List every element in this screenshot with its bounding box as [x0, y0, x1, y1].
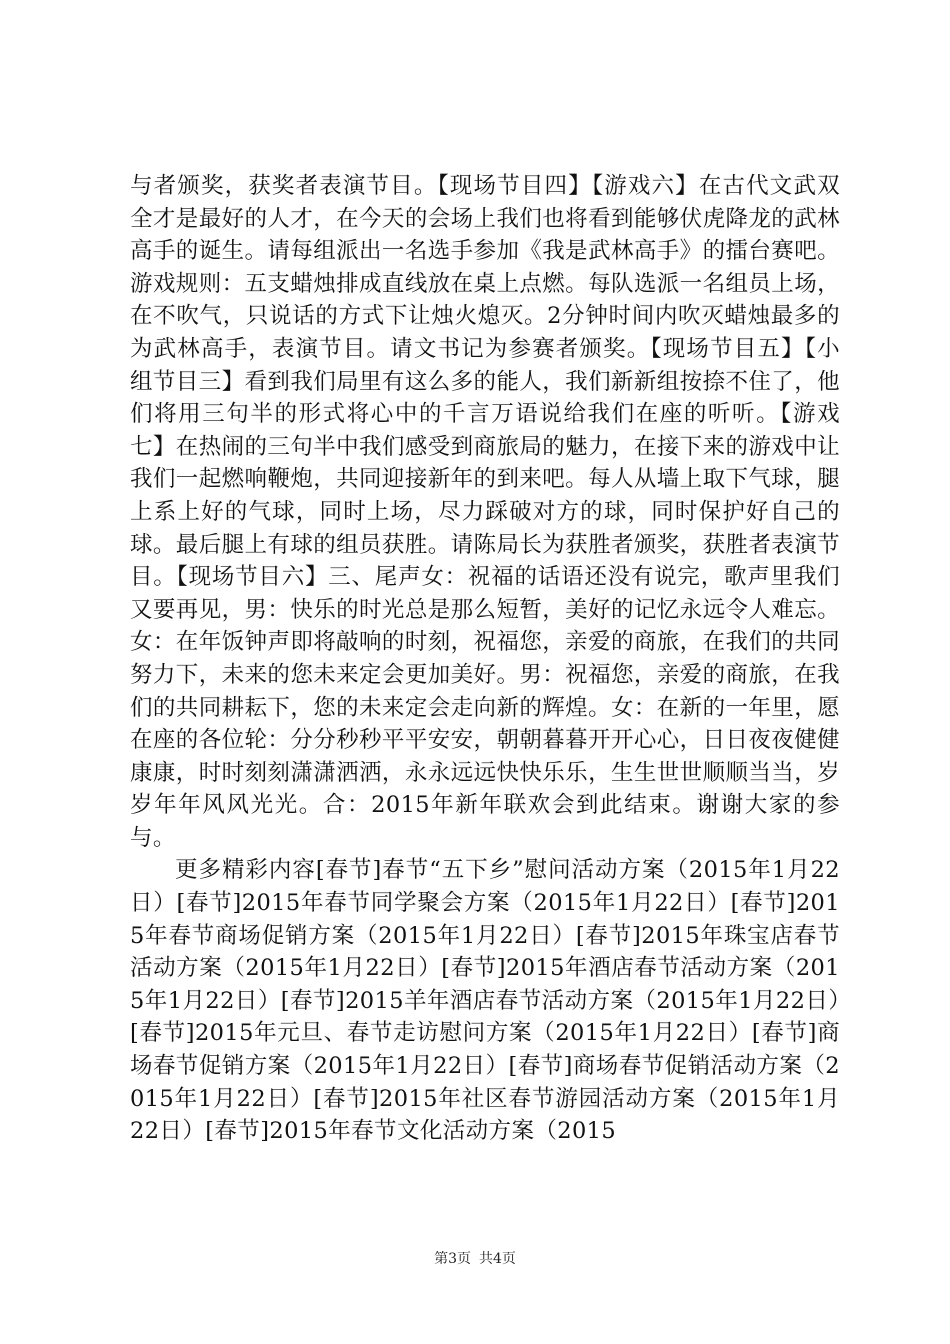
related-content-paragraph: 更多精彩内容[春节]春节“五下乡”慰问活动方案（2015年1月22日）[春节]2015年春节同学聚会方案（2015年1月22日）[春节]2015年春节商场促销方案（2015年1月22日）[春节]2015年珠宝店春节活动方案（2015年1月22日）[春节]2015年酒店春节活动方案（2015年1月22日）[春节]2015羊年酒店春节活动方案（2015年1月22日）[春节]2015年元旦、春节走访慰问方案（2015年1月22日）[春节]商场春节促销方案（2015年1月22日）[春节]商场春节促销活动方案（2015年1月22日）[春节]2015年社区春节游园活动方案（2015年1月22日）[春节]2015年春节文化活动方案（2015: [130, 857, 840, 1145]
document-body: [130, 170, 840, 1148]
page-footer: [0, 1248, 950, 1268]
page-total: 共4页: [479, 1251, 516, 1267]
body-paragraph-1: 与者颁奖，获奖者表演节目。【现场节目四】【游戏六】在古代文武双全才是最好的人才，在今天的会场上我们也将看到能够伏虎降龙的武林高手的诞生。请每组派出一名选手参加《我是武林高手》的擂台赛吧。游戏规则：五支蜡烛排成直线放在桌上点燃。每队选派一名组员上场，在不吹气，只说话的方式下让烛火熄灭。2分钟时间内吹灭蜡烛最多的为武林高手，表演节目。请文书记为参赛者颁奖。【现场节目五】【小组节目三】看到我们局里有这么多的能人，我们新新组按捺不住了，他们将用三句半的形式将心中的千言万语说给我们在座的听听。【游戏七】在热闹的三句半中我们感受到商旅局的魅力，在接下来的游戏中让我们一起燃响鞭炮，共同迎接新年的到来吧。每人从墙上取下气球，腿上系上好的气球，同时上场，尽力踩破对方的球，同时保护好自己的球。最后腿上有球的组员获胜。请陈局长为获胜者颁奖，获胜者表演节目。【现场节目六】三、尾声女：祝福的话语还没有说完，歌声里我们又要再见，男：快乐的时光总是那么短暂，美好的记忆永远令人难忘。女：在年饭钟声即将敲响的时刻，祝福您，亲爱的商旅，在我们的共同努力下，未来的您未来定会更加美好。男：祝福您，亲爱的商旅，在我们的共同耕耘下，您的未来定会走向新的辉煌。女：在新的一年里，愿在座的各位轮：分分秒秒平平安安，朝朝暮暮开开心心，日日夜夜健健康康，时时刻刻潇潇洒洒，永永远远快快乐乐，生生世世顺顺当当，岁岁年年风风光光。合：2015年新年联欢会到此结束。谢谢大家的参与。: [130, 173, 840, 851]
page-number: 第3页: [434, 1251, 471, 1267]
